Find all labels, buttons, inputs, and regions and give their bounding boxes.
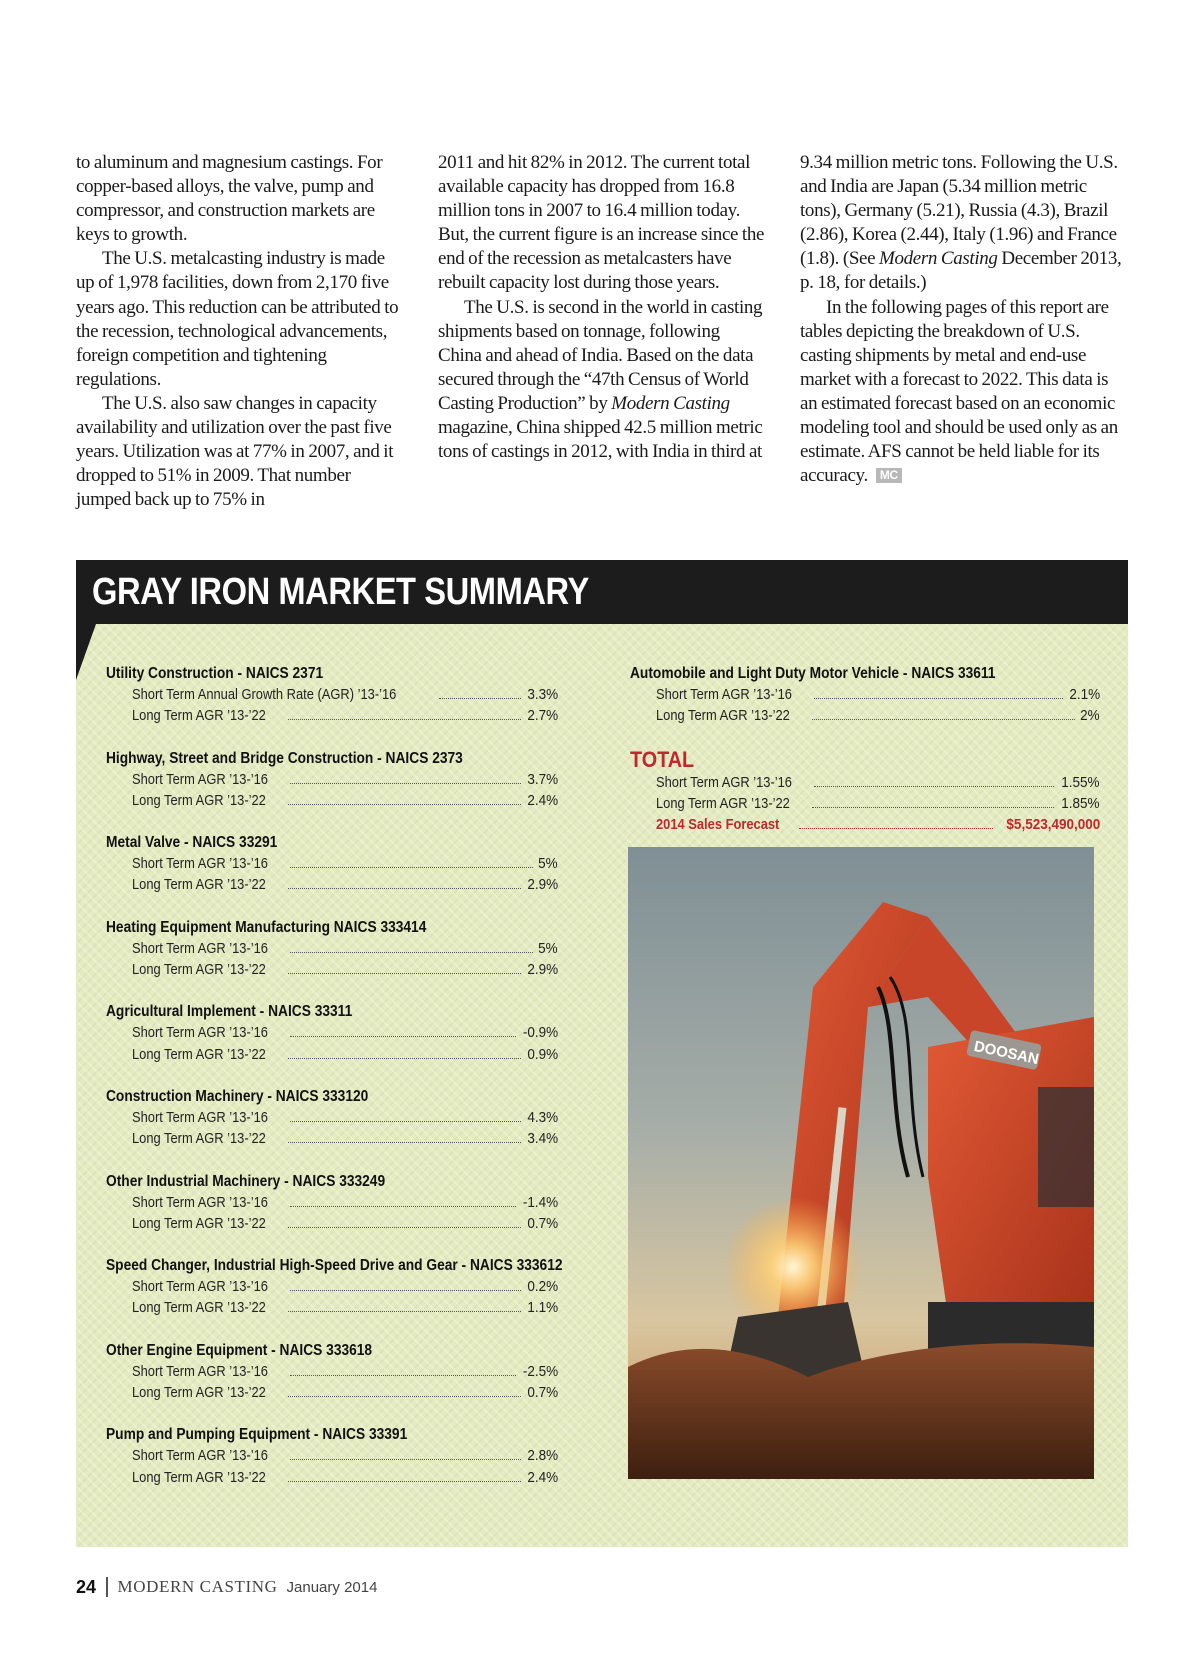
dot-leader <box>288 1058 521 1059</box>
short-term-row <box>106 1022 558 1043</box>
article-column-3 <box>800 151 1128 523</box>
panel-header <box>76 560 1128 624</box>
short-term-row <box>106 1192 558 1213</box>
segment-title: Construction Machinery - NAICS 333120 <box>106 1087 369 1105</box>
excavator-illustration <box>628 847 1094 1479</box>
excavator-photo <box>628 847 1094 1479</box>
short-term-row <box>106 1445 558 1466</box>
dot-leader <box>799 828 992 829</box>
long-term-row <box>106 1297 558 1318</box>
market-segment <box>106 1340 558 1404</box>
short-term-row <box>106 684 558 705</box>
paragraph: to aluminum and magnesium castings. For copper-based alloys, the valve, pump and compressor, and construction markets are keys to growth. <box>76 152 383 246</box>
short-term-row <box>106 1276 558 1297</box>
segment-title: Utility Construction - NAICS 2371 <box>106 665 324 682</box>
row-value: 3.3% <box>527 686 558 703</box>
row-value: 2% <box>1080 707 1100 725</box>
publication-name: MODERN CASTING <box>117 1577 278 1596</box>
market-segment <box>106 917 558 981</box>
short-term-row <box>630 684 1100 705</box>
row-label: Short Term Annual Growth Rate (AGR) ’13-’16 <box>132 686 397 703</box>
dot-leader <box>812 719 1076 720</box>
paragraph: 2011 and hit 82% in 2012. The current total available capacity has dropped from 16.8 million tons in 2007 to 16.4 million today. But, the current figure is an increase since the end of the recession as metalcasters have rebuilt capacity lost during those years. <box>438 152 765 294</box>
header-corner-decoration <box>76 624 96 680</box>
segment-title: Other Industrial Machinery - NAICS 333249 <box>106 1172 386 1190</box>
row-label: Long Term AGR ’13-’22 <box>132 961 266 979</box>
market-segment <box>106 663 558 727</box>
long-term-row <box>106 790 558 811</box>
segment-title: Heating Equipment Manufacturing NAICS 333414 <box>106 918 427 936</box>
long-term-row <box>106 1128 558 1149</box>
row-value: 0.9% <box>527 1045 558 1063</box>
row-value: -2.5% <box>522 1362 558 1380</box>
segment-title: Highway, Street and Bridge Construction - NAICS 2373 <box>106 749 463 767</box>
page-footer <box>76 1574 377 1600</box>
page-number: 24 <box>76 1576 97 1597</box>
magazine-title: Modern Casting <box>879 248 998 270</box>
row-label: Short Term AGR ’13-’16 <box>132 770 268 788</box>
row-value: 2.7% <box>527 707 558 725</box>
dot-leader <box>290 1290 521 1291</box>
article-columns <box>76 151 1128 523</box>
row-value: 1.55% <box>1061 773 1100 791</box>
row-value: 1.85% <box>1061 794 1100 812</box>
row-value: 3.7% <box>527 770 558 788</box>
row-label: Long Term AGR ’13-’22 <box>132 1384 266 1402</box>
row-value: 2.9% <box>527 876 558 894</box>
row-value: 2.4% <box>527 791 558 809</box>
long-term-row <box>106 959 558 980</box>
short-term-row <box>106 769 558 790</box>
text-run: magazine, China shipped 42.5 million metric tons of castings in 2012, with India in third at <box>438 417 763 463</box>
brand-logo: DOOSAN <box>972 1037 1041 1069</box>
row-label: Long Term AGR ’13-’22 <box>132 1299 266 1317</box>
article-column-1 <box>76 151 404 523</box>
segment-title: Other Engine Equipment - NAICS 333618 <box>106 1341 373 1359</box>
row-value: 1.1% <box>527 1299 558 1317</box>
short-term-row <box>106 1107 558 1128</box>
market-segment <box>630 663 1100 727</box>
dot-leader <box>290 867 533 868</box>
long-term-row <box>630 705 1100 726</box>
left-segment-list <box>106 663 563 1509</box>
segment-title: Automobile and Light Duty Motor Vehicle - NAICS 33611 <box>630 665 996 682</box>
segment-title: Pump and Pumping Equipment - NAICS 33391 <box>106 1426 408 1444</box>
row-label: Long Term AGR ’13-’22 <box>656 707 790 725</box>
long-term-row <box>106 1044 558 1065</box>
long-term-row <box>106 1467 558 1488</box>
row-label: Short Term AGR ’13-’16 <box>132 1447 268 1465</box>
paragraph <box>438 296 766 465</box>
dot-leader <box>288 888 521 889</box>
text-run: 9.34 million metric tons. Following the U.S. and India are Japan (5.34 million metric tons), Germany (5.21), Russia (4.3), Brazil (2.86), Korea (2.44), Italy (1.96) and France (1.8). (See <box>800 152 1118 270</box>
row-value: 3.4% <box>527 1130 558 1148</box>
row-label: Long Term AGR ’13-’22 <box>132 791 266 809</box>
dot-leader <box>290 783 521 784</box>
article-column-2 <box>438 151 766 523</box>
dirt-mound <box>628 1343 1094 1479</box>
row-label: Short Term AGR ’13-’16 <box>132 939 268 957</box>
end-mark-badge: MC <box>876 468 902 483</box>
short-term-row <box>106 938 558 959</box>
row-value: 0.7% <box>527 1214 558 1232</box>
dot-leader <box>290 952 533 953</box>
dot-leader <box>288 719 521 720</box>
segment-title: Metal Valve - NAICS 33291 <box>106 834 278 852</box>
row-label: Long Term AGR ’13-’22 <box>132 1214 266 1232</box>
row-label: Long Term AGR ’13-’22 <box>132 707 266 725</box>
row-label: Short Term AGR ’13-’16 <box>132 1024 268 1042</box>
paragraph: The U.S. metalcasting industry is made up of 1,978 facilities, down from 2,170 five years ago. This reduction can be attributed to the recession, technological advancements, foreign competition and tightening regulations. <box>76 248 399 390</box>
total-short-term-row <box>630 772 1100 793</box>
row-value: 5% <box>538 939 558 957</box>
row-value: 4.3% <box>527 1108 558 1126</box>
row-value: 2.1% <box>1069 686 1100 703</box>
dot-leader <box>288 1227 521 1228</box>
dot-leader <box>439 698 520 699</box>
short-term-row <box>106 1361 558 1382</box>
dot-leader <box>288 804 521 805</box>
market-segment <box>106 1424 558 1488</box>
dot-leader <box>288 1311 521 1312</box>
paragraph <box>800 296 1128 489</box>
row-label: Short Term AGR ’13-’16 <box>132 1278 268 1296</box>
right-segment-list <box>630 663 1100 856</box>
dot-leader <box>288 1396 521 1397</box>
dot-leader <box>814 786 1054 787</box>
long-term-row <box>106 1382 558 1403</box>
row-value: 2.8% <box>527 1447 558 1465</box>
dot-leader <box>290 1036 516 1037</box>
row-label: Short Term AGR ’13-’16 <box>656 686 792 703</box>
segment-title: Speed Changer, Industrial High-Speed Drive and Gear - NAICS 333612 <box>106 1257 563 1275</box>
row-label: Long Term AGR ’13-’22 <box>132 1130 266 1148</box>
paragraph <box>800 151 1128 296</box>
row-label: 2014 Sales Forecast <box>656 816 780 834</box>
market-segment <box>106 1001 558 1065</box>
row-label: Long Term AGR ’13-’22 <box>132 876 266 894</box>
dot-leader <box>814 698 1063 699</box>
row-label: Short Term AGR ’13-’16 <box>656 773 792 791</box>
long-term-row <box>106 705 558 726</box>
dot-leader <box>288 1142 521 1143</box>
row-label: Short Term AGR ’13-’16 <box>132 855 268 873</box>
total-title: TOTAL <box>630 746 695 772</box>
footer-divider <box>106 1577 108 1597</box>
text-run: The U.S. is second in the world in casting shipments based on tonnage, following China and ahead of India. Based on the data secured through the “47th Census of World Casting Production” by <box>438 296 763 414</box>
row-value: 2.4% <box>527 1468 558 1486</box>
cab-window <box>1038 1087 1094 1207</box>
total-long-term-row <box>630 793 1100 814</box>
paragraph: The U.S. also saw changes in capacity availability and utilization over the past five years. Utilization was at 77% in 2007, and it dropped to 51% in 2009. That number jumped back up to 75% in <box>76 392 394 511</box>
short-term-row <box>106 853 558 874</box>
dot-leader <box>288 973 521 974</box>
market-segment <box>106 1171 558 1235</box>
dot-leader <box>290 1375 516 1376</box>
row-label: Long Term AGR ’13-’22 <box>132 1045 266 1063</box>
row-value: 0.7% <box>527 1384 558 1402</box>
dot-leader <box>290 1459 521 1460</box>
panel-title: GRAY IRON MARKET SUMMARY <box>92 571 589 613</box>
dot-leader <box>290 1121 521 1122</box>
row-label: Long Term AGR ’13-’22 <box>132 1468 266 1486</box>
long-term-row <box>106 1213 558 1234</box>
row-value: $5,523,490,000 <box>1006 816 1100 834</box>
magazine-title: Modern Casting <box>611 392 730 414</box>
text-run: In the following pages of this report are tables depicting the breakdown of U.S. casting shipments by metal and end-use market with a forecast to 2022. This data is an estimated forecast based on an economic modeling tool and should be used only as an estimate. AFS cannot be held liable for its accuracy. <box>800 296 1118 487</box>
row-label: Long Term AGR ’13-’22 <box>656 794 790 812</box>
text-run: December 2013, p. 18, for details.) <box>800 248 1122 294</box>
row-value: -0.9% <box>522 1024 558 1042</box>
market-segment <box>106 832 558 896</box>
row-value: 2.9% <box>527 961 558 979</box>
row-value: -1.4% <box>522 1193 558 1211</box>
row-value: 5% <box>538 855 558 873</box>
row-value: 0.2% <box>527 1278 558 1296</box>
market-segment <box>106 1255 563 1319</box>
long-term-row <box>106 874 558 895</box>
market-segment <box>106 748 558 812</box>
row-label: Short Term AGR ’13-’16 <box>132 1362 268 1380</box>
dot-leader <box>288 1481 521 1482</box>
market-segment <box>106 1086 558 1150</box>
dot-leader <box>290 1206 516 1207</box>
total-segment <box>630 748 1100 836</box>
issue-date: January 2014 <box>286 1578 378 1596</box>
segment-title: Agricultural Implement - NAICS 33311 <box>106 1003 353 1021</box>
sales-forecast-row <box>630 814 1100 835</box>
row-label: Short Term AGR ’13-’16 <box>132 1108 268 1126</box>
dot-leader <box>812 807 1055 808</box>
row-label: Short Term AGR ’13-’16 <box>132 1193 268 1211</box>
